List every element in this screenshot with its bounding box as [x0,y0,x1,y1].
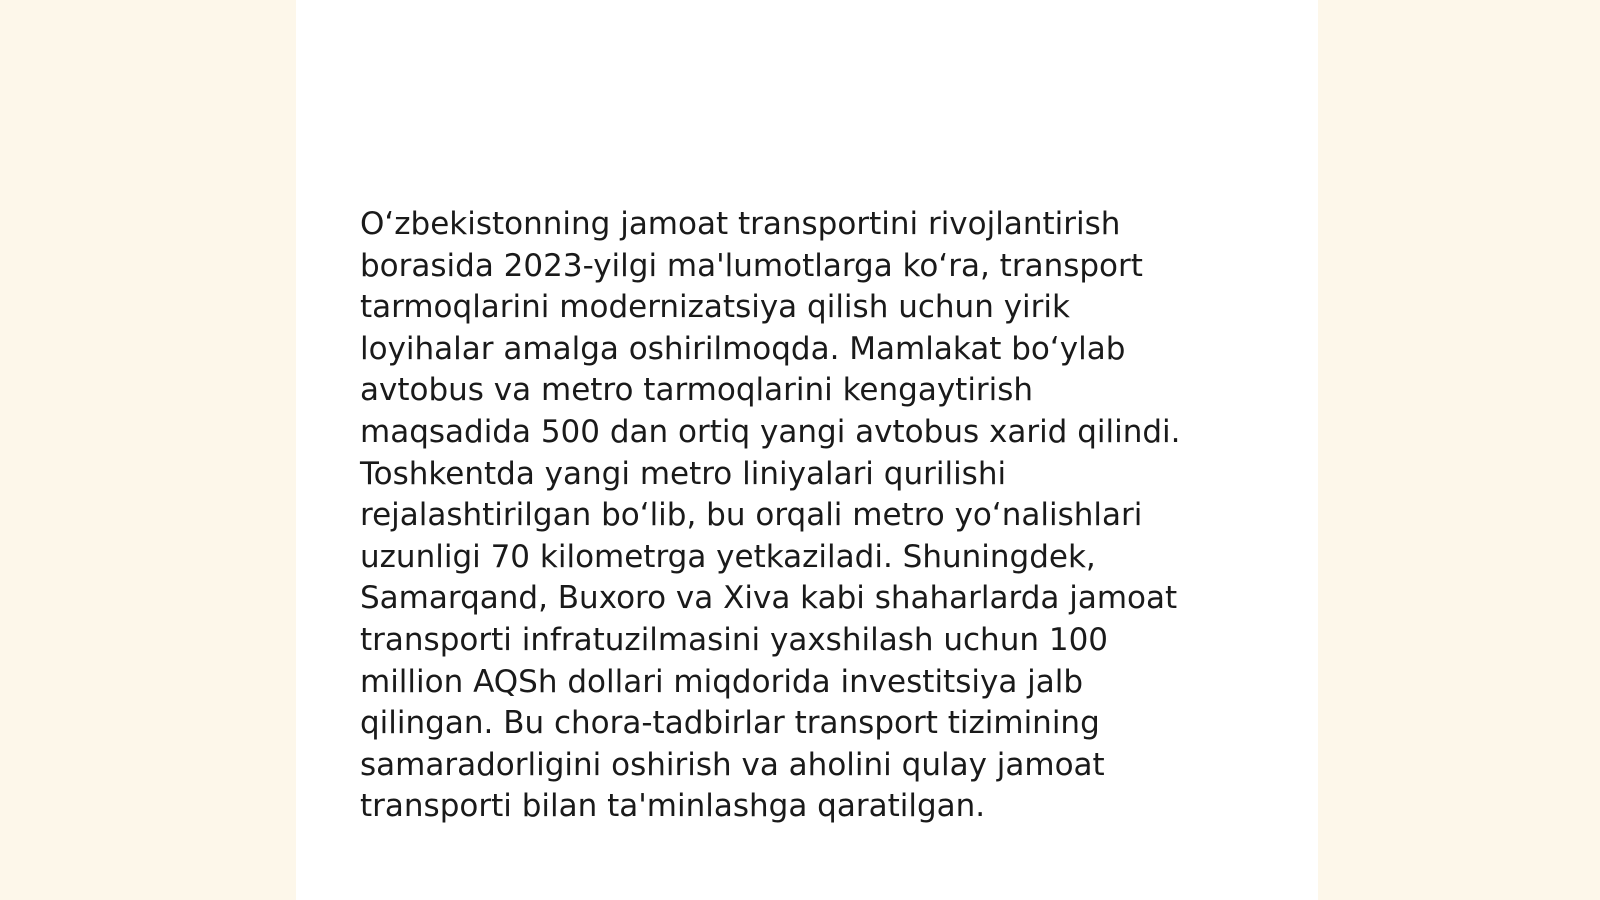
page-margin-left [0,0,296,900]
paragraph-line: Samarqand, Buxoro va Xiva kabi shaharlarda jamoat [360,580,1178,617]
paragraph-line: transporti infratuzilmasini yaxshilash uchun 100 [360,621,1109,658]
paragraph-line: O‘zbekistonning jamoat transportini rivojlantirish [360,206,1121,242]
document-sheet [296,0,1318,900]
paragraph-line: Toshkentda yangi metro liniyalari qurilishi [360,455,1007,492]
paragraph-line: transporti bilan ta'minlashga qaratilgan. [360,788,986,825]
paragraph-line: avtobus va metro tarmoqlarini kengaytirish [360,372,1034,409]
page-margin-right [1318,0,1600,900]
paragraph-line: qilingan. Bu chora-tadbirlar transport tizimining [360,705,1100,742]
paragraph-line: million AQSh dollari miqdorida investitsiya jalb [360,663,1084,700]
paragraph-line: samaradorligini oshirish va aholini qulay jamoat [360,746,1105,783]
document-paragraph [360,204,1220,828]
paragraph-line: uzunligi 70 kilometrga yetkaziladi. Shuningdek, [360,538,1096,575]
paragraph-line: maqsadida 500 dan ortiq yangi avtobus xarid qilindi. [360,413,1181,450]
paragraph-line: tarmoqlarini modernizatsiya qilish uchun yirik [360,289,1070,326]
paragraph-line: loyihalar amalga oshirilmoqda. Mamlakat bo‘ylab [360,330,1126,367]
paragraph-line: rejalashtirilgan bo‘lib, bu orqali metro yo‘nalishlari [360,497,1143,534]
paragraph-line: borasida 2023-yilgi ma'lumotlarga ko‘ra, transport [360,247,1143,284]
